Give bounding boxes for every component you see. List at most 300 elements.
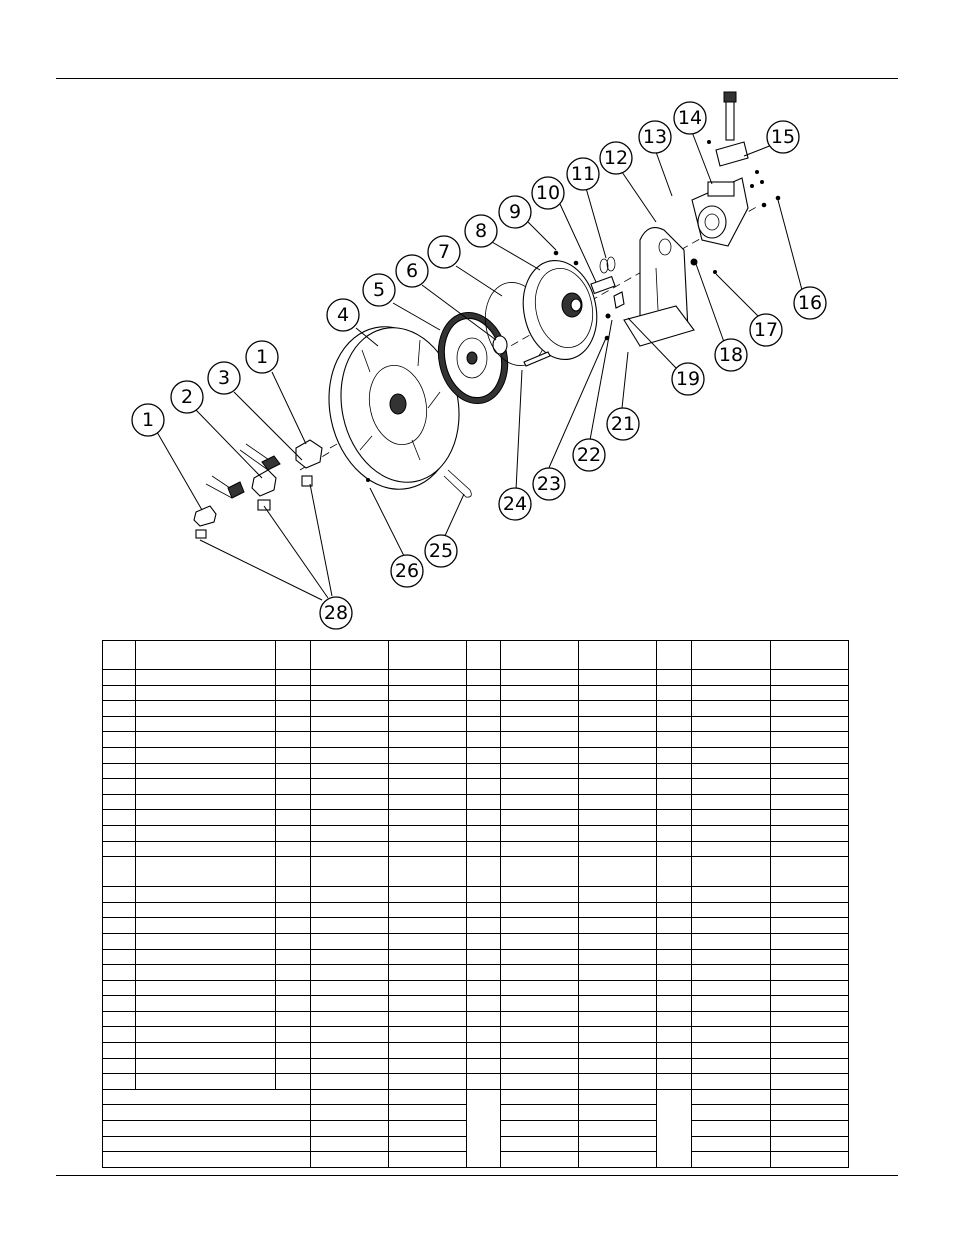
table-row [103,933,849,949]
parts-table-body [103,641,849,1168]
callout-8 [465,215,497,247]
table-cell [276,965,310,981]
table-cell [466,701,500,717]
table-cell [103,716,136,732]
table-footer-cell [691,1121,770,1137]
table-cell [310,732,388,748]
table-cell [770,732,848,748]
table-cell [310,779,388,795]
table-cell [136,902,276,918]
table-cell [388,1058,466,1074]
hose-fittings [194,440,322,538]
table-cell [136,670,276,686]
table-cell [691,825,770,841]
table-cell [310,685,388,701]
table-cell [770,763,848,779]
table-cell [501,732,579,748]
table-footer-cell [388,1136,466,1152]
table-cell [657,980,691,996]
callout-label: 12 [603,147,629,169]
table-cell [276,841,310,857]
table-cell [770,918,848,934]
table-cell [276,670,310,686]
table-footer-cell [310,1152,388,1168]
table-row [103,685,849,701]
table-cell [388,763,466,779]
table-cell [466,918,500,934]
table-cell [136,1043,276,1059]
table-cell [579,857,657,887]
table-row [103,779,849,795]
table-cell [691,716,770,732]
table-cell [691,918,770,934]
callout-label: 9 [508,201,522,223]
table-cell [501,716,579,732]
table-footer-cell [691,1105,770,1121]
table-cell [136,825,276,841]
table-cell [136,747,276,763]
table-footer-cell [388,1121,466,1137]
table-cell [770,670,848,686]
table-header-cell [388,641,466,670]
callout-6 [396,255,428,287]
table-cell [691,747,770,763]
callout-10 [532,177,564,209]
table-cell [310,965,388,981]
table-cell [657,1074,691,1090]
table-cell [657,810,691,826]
table-cell [310,701,388,717]
table-cell [657,685,691,701]
table-header-cell [770,641,848,670]
callout-label: 3 [217,367,231,389]
bottom-rule [56,1175,898,1176]
callout-label: 18 [718,344,744,366]
table-cell [657,841,691,857]
callout-label: 28 [323,602,349,624]
table-cell [501,933,579,949]
table-footer-cell [579,1105,657,1121]
callout-label: 22 [576,444,602,466]
table-cell [310,716,388,732]
table-cell [770,980,848,996]
table-footer-cell [103,1136,311,1152]
callout-28 [320,597,352,629]
table-cell [770,701,848,717]
callout-label: 8 [474,220,488,242]
callout-3 [208,362,240,394]
table-cell [276,980,310,996]
table-cell [579,810,657,826]
table-cell [691,857,770,887]
table-cell [136,841,276,857]
table-cell [501,685,579,701]
table-cell [657,949,691,965]
table-cell [136,716,276,732]
table-footer-cell [770,1136,848,1152]
drum-flange-part [514,254,605,367]
table-cell [579,1011,657,1027]
table-cell [501,1058,579,1074]
table-cell [276,933,310,949]
table-footer-cell [770,1121,848,1137]
table-cell [466,732,500,748]
table-row [103,1058,849,1074]
callout-1a [132,404,164,436]
table-footer-cell [691,1152,770,1168]
table-cell [310,1043,388,1059]
table-cell [579,965,657,981]
table-cell [103,670,136,686]
callout-label: 14 [677,107,703,129]
table-footer-cell [103,1089,311,1105]
table-cell [466,670,500,686]
table-cell [579,980,657,996]
table-cell [103,747,136,763]
table-cell [103,918,136,934]
table-cell [770,887,848,903]
table-cell [579,918,657,934]
table-cell [770,996,848,1012]
table-row [103,670,849,686]
table-cell [388,779,466,795]
callout-21 [607,408,639,440]
table-cell [657,996,691,1012]
table-row [103,701,849,717]
table-cell [657,887,691,903]
callout-label: 24 [502,493,528,515]
table-cell [276,1027,310,1043]
table-cell [103,701,136,717]
table-footer-cell [310,1121,388,1137]
table-cell [579,779,657,795]
table-cell [388,857,466,887]
table-cell [657,716,691,732]
table-cell [691,949,770,965]
table-cell [501,1027,579,1043]
table-cell [466,980,500,996]
table-cell [136,965,276,981]
callout-19 [672,363,704,395]
table-cell [770,810,848,826]
table-cell [276,902,310,918]
table-cell [770,949,848,965]
table-cell [691,1074,770,1090]
table-row [103,763,849,779]
table-cell [466,857,500,887]
table-cell [691,763,770,779]
table-cell [276,825,310,841]
table-cell [388,902,466,918]
table-cell [276,732,310,748]
table-cell [466,841,500,857]
table-cell [657,857,691,887]
table-cell [466,1074,500,1090]
callout-label: 7 [437,241,451,263]
table-cell [388,685,466,701]
callout-label: 4 [336,304,350,326]
callout-2 [171,381,203,413]
table-cell [103,794,136,810]
table-row [103,1074,849,1090]
table-footer-cell [103,1121,311,1137]
table-cell [501,1011,579,1027]
table-row [103,825,849,841]
table-cell [579,670,657,686]
table-cell [691,980,770,996]
table-cell [136,794,276,810]
table-cell [276,1011,310,1027]
table-cell [276,857,310,887]
callout-label: 2 [180,386,194,408]
table-cell [466,949,500,965]
table-cell [388,1027,466,1043]
table-cell [103,857,136,887]
table-cell [466,810,500,826]
callout-25 [425,535,457,567]
table-footer-cell [388,1105,466,1121]
table-cell [136,779,276,795]
table-row [103,902,849,918]
table-cell [579,949,657,965]
table-cell [276,918,310,934]
callout-26 [391,555,423,587]
table-cell [388,701,466,717]
table-cell [657,779,691,795]
table-cell [579,1058,657,1074]
table-cell [276,747,310,763]
table-cell [310,763,388,779]
table-cell [691,996,770,1012]
table-cell [276,763,310,779]
table-footer-cell [501,1105,579,1121]
table-cell [657,902,691,918]
table-cell [770,902,848,918]
table-cell [103,1074,136,1090]
callout-label: 11 [570,163,596,185]
table-footer-cell [770,1089,848,1105]
table-cell [501,918,579,934]
table-cell [466,1058,500,1074]
table-cell [691,1027,770,1043]
table-cell [103,763,136,779]
table-cell [501,810,579,826]
table-cell [136,732,276,748]
table-cell [310,933,388,949]
table-cell [657,965,691,981]
table-footer-cell [501,1136,579,1152]
table-cell [276,1074,310,1090]
handle-part [444,470,471,497]
table-cell [501,1074,579,1090]
table-cell [388,949,466,965]
table-row [103,857,849,887]
table-cell [579,1043,657,1059]
table-cell [501,841,579,857]
table-row [103,996,849,1012]
table-cell [466,902,500,918]
table-cell [466,887,500,903]
bracket-part [624,228,694,346]
table-cell [136,996,276,1012]
callout-15 [767,121,799,153]
table-cell [657,747,691,763]
table-cell [136,980,276,996]
table-cell [310,980,388,996]
table-cell [276,685,310,701]
table-cell [136,949,276,965]
pin-part [524,352,550,366]
table-cell [657,918,691,934]
table-footer-cell [103,1152,311,1168]
table-cell [103,933,136,949]
table-cell [310,857,388,887]
callout-label: 25 [428,540,454,562]
table-footer-cell [310,1089,388,1105]
table-cell [501,794,579,810]
table-row [103,918,849,934]
table-cell [388,1074,466,1090]
table-cell [388,980,466,996]
table-row [103,980,849,996]
callout-label: 5 [372,279,386,301]
table-cell [691,965,770,981]
table-cell [466,996,500,1012]
callout-17 [750,314,782,346]
table-cell [466,685,500,701]
callout-23 [533,468,565,500]
table-footer-cell [657,1089,691,1167]
table-cell [388,1043,466,1059]
table-cell [310,810,388,826]
callout-22 [573,439,605,471]
table-cell [276,887,310,903]
table-cell [579,902,657,918]
table-cell [466,794,500,810]
table-cell [691,1043,770,1059]
table-footer-cell [466,1089,500,1167]
table-header-cell [136,641,276,670]
table-cell [310,825,388,841]
table-footer-row [103,1089,849,1105]
table-cell [310,1074,388,1090]
table-cell [466,716,500,732]
table-cell [579,763,657,779]
table-row [103,732,849,748]
table-footer-cell [579,1089,657,1105]
table-cell [310,887,388,903]
table-footer-cell [579,1152,657,1168]
table-cell [501,763,579,779]
table-row [103,1011,849,1027]
clip-part [614,292,624,308]
table-row [103,1043,849,1059]
table-cell [770,1027,848,1043]
table-row [103,887,849,903]
table-header-row [103,641,849,670]
table-cell [388,794,466,810]
table-cell [310,794,388,810]
table-cell [466,1011,500,1027]
callout-label: 6 [405,260,419,282]
table-cell [691,794,770,810]
table-cell [103,779,136,795]
table-cell [466,1027,500,1043]
table-cell [770,1043,848,1059]
table-cell [103,996,136,1012]
table-cell [691,670,770,686]
table-cell [276,1058,310,1074]
callout-12 [600,142,632,174]
table-cell [103,685,136,701]
table-cell [770,825,848,841]
bushing-part [493,336,507,354]
table-row [103,716,849,732]
table-cell [691,887,770,903]
table-cell [103,1027,136,1043]
table-header-cell [103,641,136,670]
table-cell [579,1074,657,1090]
table-cell [579,996,657,1012]
callout-13 [639,121,671,153]
table-cell [276,949,310,965]
table-cell [310,747,388,763]
table-cell [691,841,770,857]
table-cell [136,1011,276,1027]
table-cell [388,716,466,732]
table-cell [276,701,310,717]
table-cell [466,825,500,841]
table-cell [657,1011,691,1027]
table-cell [770,747,848,763]
table-cell [579,794,657,810]
table-cell [657,670,691,686]
table-footer-cell [579,1121,657,1137]
swivel-housing-part [692,178,748,246]
table-cell [103,949,136,965]
table-row [103,810,849,826]
table-cell [103,1043,136,1059]
table-cell [770,857,848,887]
callout-label: 26 [394,560,420,582]
table-cell [136,933,276,949]
table-cell [310,918,388,934]
callout-5 [363,274,395,306]
table-cell [657,701,691,717]
table-header-cell [657,641,691,670]
table-cell [579,747,657,763]
table-cell [579,685,657,701]
table-cell [657,794,691,810]
table-cell [770,716,848,732]
table-cell [388,670,466,686]
callout-label: 21 [610,413,636,435]
table-cell [770,794,848,810]
table-cell [691,1011,770,1027]
table-cell [103,887,136,903]
table-cell [579,841,657,857]
callout-14 [674,102,706,134]
table-footer-cell [770,1152,848,1168]
table-cell [466,779,500,795]
table-header-cell [501,641,579,670]
callout-label: 13 [642,126,668,148]
table-cell [276,716,310,732]
table-header-cell [466,641,500,670]
table-row [103,841,849,857]
table-cell [466,965,500,981]
table-cell [136,810,276,826]
